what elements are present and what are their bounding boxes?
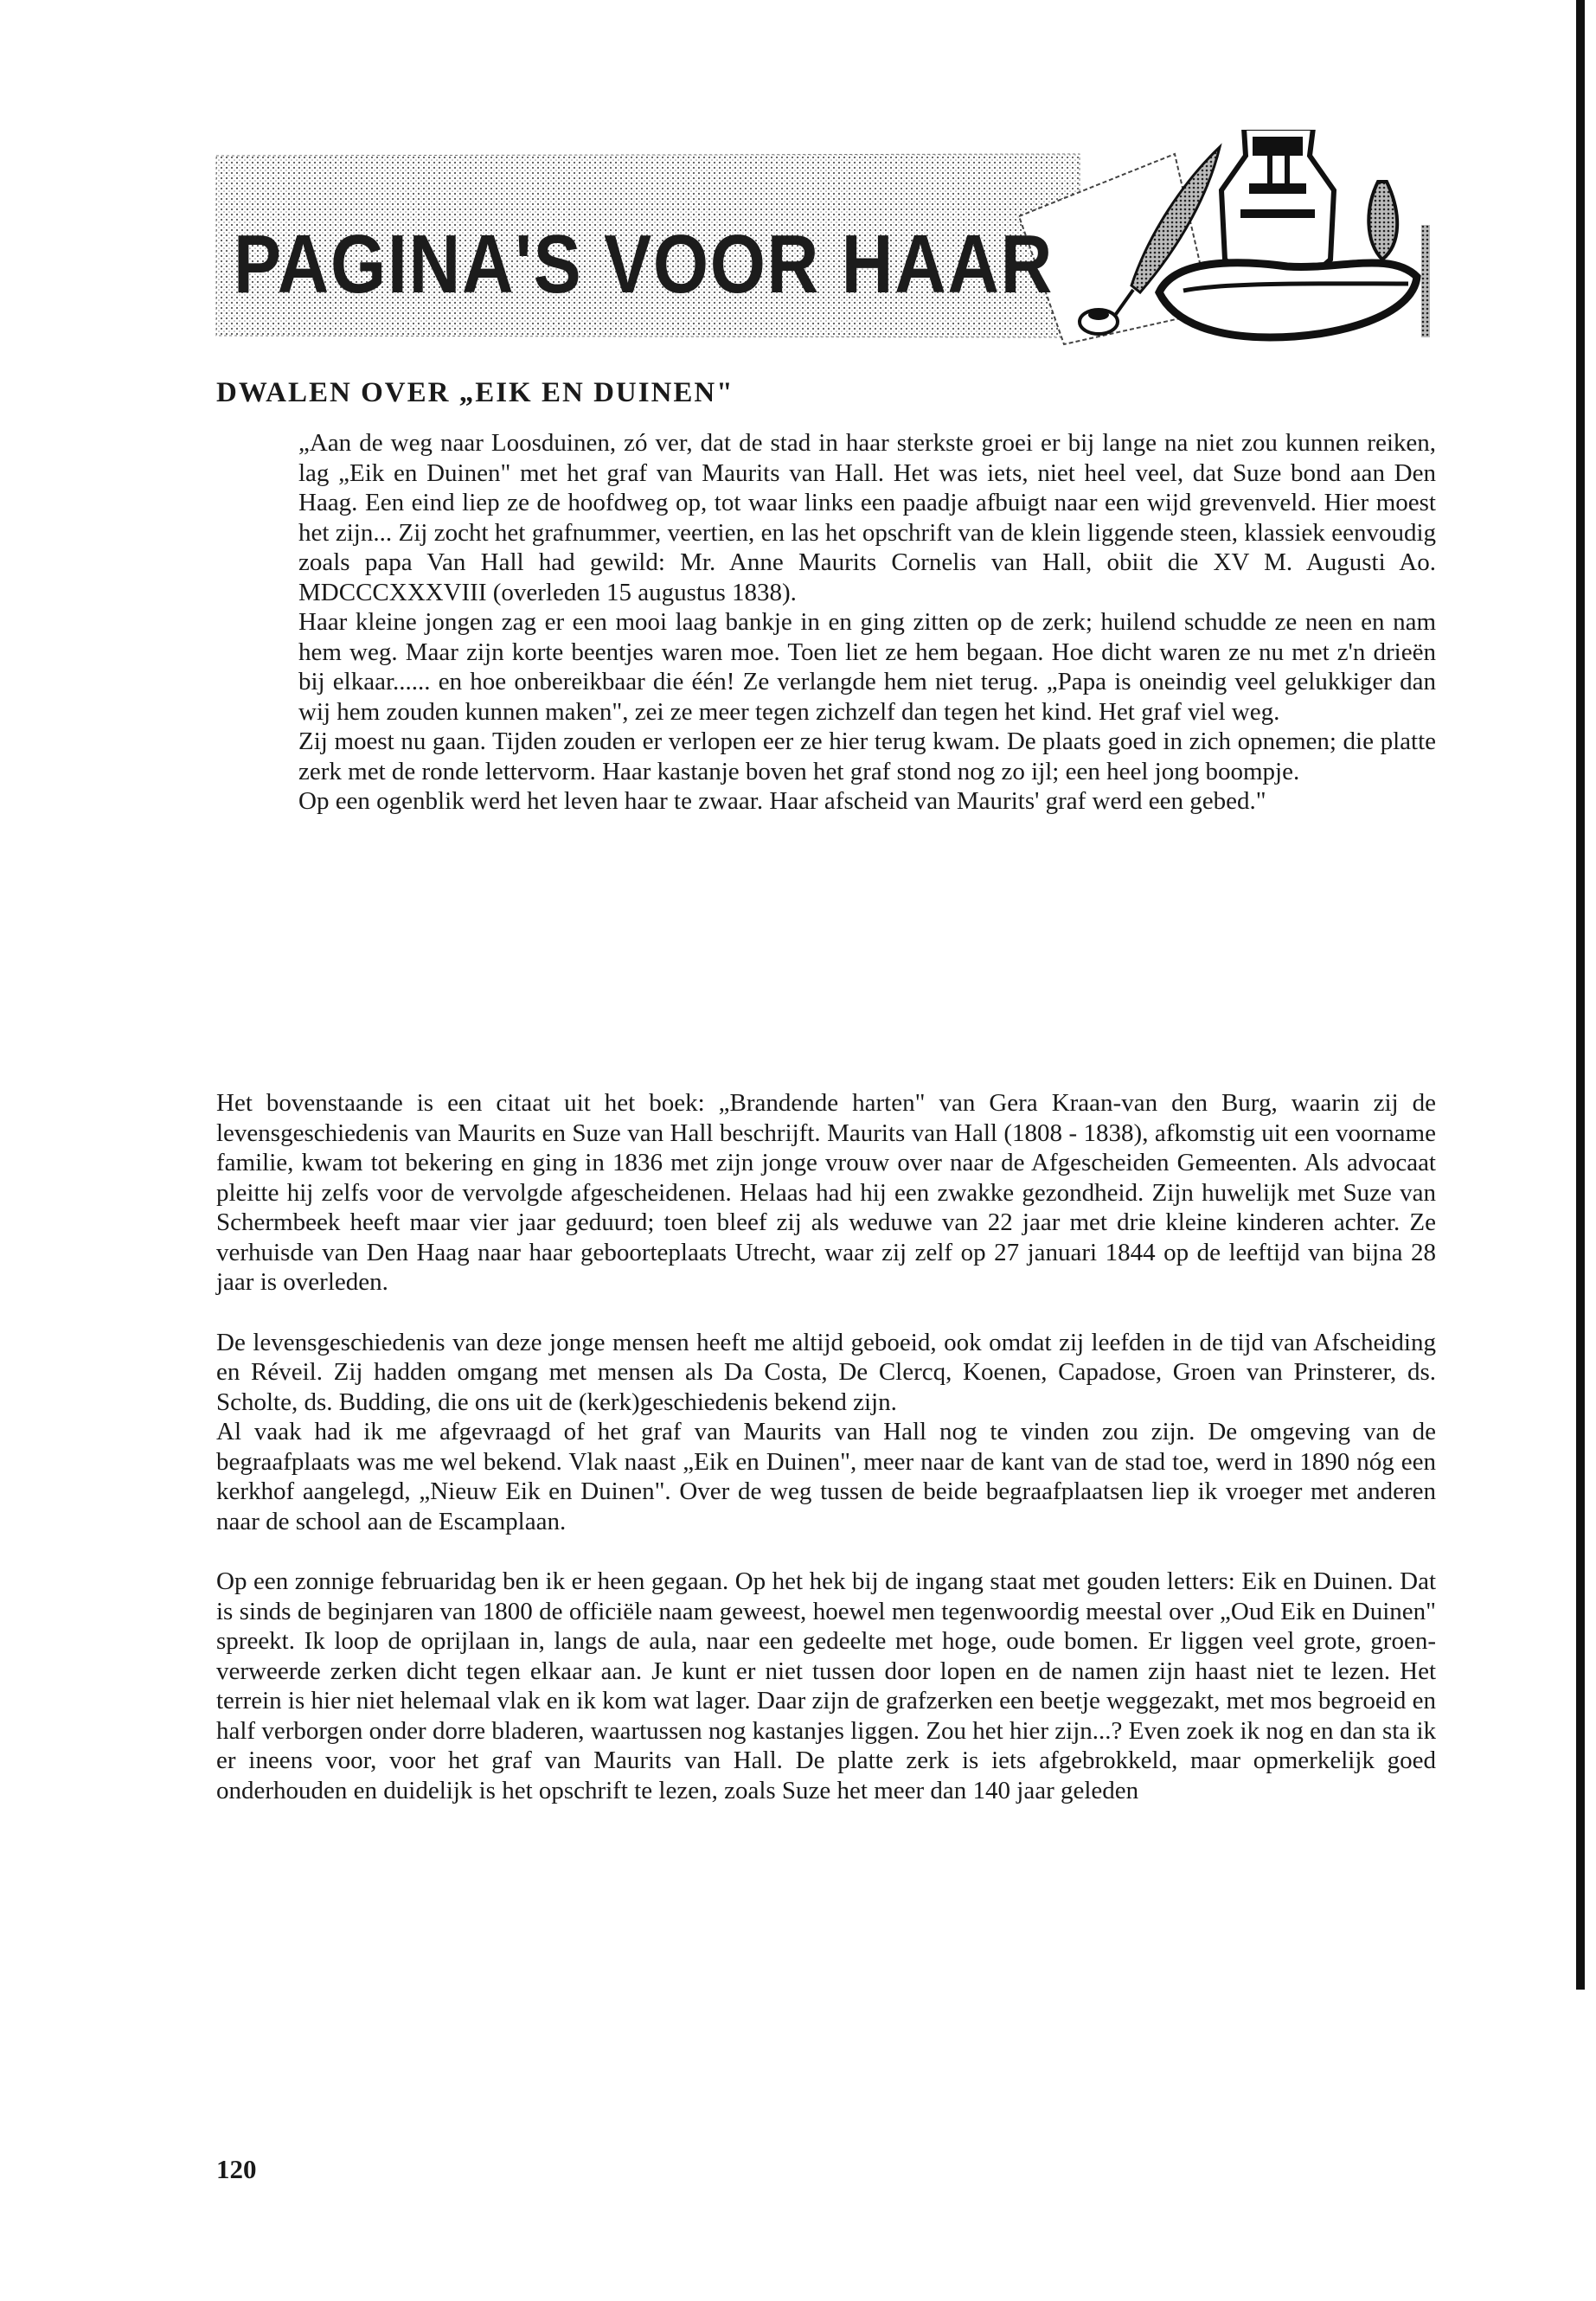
header-banner — [215, 130, 1433, 346]
page-edge-bar — [1576, 0, 1585, 1990]
page-number: 120 — [216, 2154, 257, 2184]
article-title: DWALEN OVER „EIK EN DUINEN" — [216, 377, 734, 408]
quote-paragraph: Op een ogenblik werd het leven haar te zwaar. Haar afscheid van Maurits' graf werd een gebed." — [298, 787, 1266, 815]
article-body — [216, 1088, 1436, 1805]
body-paragraph: Op een zonnige februaridag ben ik er heen gegaan. Op het hek bij de ingang staat met gouden letters: Eik en Duinen. Dat is sinds de beginjaren van 1800 de officiële naam geweest, hoewel men tegenwoordig meestal over „Oud Eik en Duinen" spreekt. Ik loop de oprijlaan in, langs de aula, naar een gedeelte met hoge, oude bomen. Er liggen veel grote, groen-verweerde zerken dicht tegen elkaar aan. Je kunt er niet tussen door lopen en de namen zijn haast niet te lezen. Het terrein is hier niet helemaal vlak en ik kom wat lager. Daar zijn de grafzerken een beetje weggezakt, met mos begroeid en half verborgen onder dorre bladeren, waartussen nog kastanjes liggen. Zou het hier zijn...? Even zoek ik nog en dan sta ik er ineens voor, voor het graf van Maurits van Hall. De platte zerk is iets afgebrokkeld, maar opmerkelijk goed onderhouden en duidelijk is het opschrift te lezen, zoals Suze het meer dan 140 jaar geleden — [216, 1567, 1436, 1804]
body-paragraph: Al vaak had ik me afgevraagd of het graf van Maurits van Hall nog te vinden zou zijn. De omgeving van de begraafplaats was me wel bekend. Vlak naast „Eik en Duinen", meer naar de kant van de stad toe, werd in 1890 nóg een kerkhof aangelegd, „Nieuw Eik en Duinen". Over de weg tussen de beide begraafplaatsen liep ik vroeger met anderen naar de school aan de Escamplaan. — [216, 1418, 1436, 1535]
inkwell-icon — [1080, 310, 1118, 334]
quote-paragraph: „Aan de weg naar Loosduinen, zó ver, dat de stad in haar sterkste groei er bij lange na niet zou kunnen reiken, lag „Eik en Duinen" met het graf van Maurits van Hall. Het was iets, niet heel veel, dat Suze bond aan Den Haag. Een eind liep ze de hoofdweg op, tot waar links een paadje afbuigt naar een wijd grevenveld. Hier moest het zijn... Zij zocht het grafnummer, veertien, en las het opschrift van de klein liggende steen, klassiek eenvoudig zoals papa Van Hall had gewild: Mr. Anne Maurits Cornelis van Hall, obiit die XV M. Augusti Ao. MDCCCXXXVIII (overleden 15 augustus 1838). — [298, 429, 1436, 606]
banner-title: PAGINA'S VOOR HAAR — [234, 218, 1054, 311]
quote-paragraph: Haar kleine jongen zag er een mooi laag bankje in en ging zitten op de zerk; huilend schudde ze neen en nam hem weg. Maar zijn korte beentjes waren moe. Toen liet ze hem begaan. Hoe dicht waren ze nu met z'n drieën bij elkaar...... en hoe onbereikbaar die één! Ze verlangde hem niet terug. „Papa is oneindig veel gelukkiger dan wij hem zouden kunnen maken", zei ze meer tegen zichzelf dan tegen het kind. Het graf viel weg. — [298, 608, 1436, 726]
quote-block — [298, 428, 1436, 817]
quote-paragraph: Zij moest nu gaan. Tijden zouden er verlopen eer ze hier terug kwam. De plaats goed in zich opnemen; die platte zerk met de ronde lettervorm. Haar kastanje boven het graf stond nog zo ijl; een heel jong boompje. — [298, 727, 1436, 785]
body-paragraph: Het bovenstaande is een citaat uit het boek: „Brandende harten" van Gera Kraan-van den Burg, waarin zij de levensgeschiedenis van Maurits en Suze van Hall beschrijft. Maurits van Hall (1808 - 1838), afkomstig uit een voorname familie, kwam tot bekering en ging in 1836 met zijn jonge vrouw over naar de Afgescheiden Gemeenten. Als advocaat pleitte hij zelfs voor de vervolgde afgescheidenen. Helaas had hij een zwakke gezondheid. Zijn huwelijk met Suze van Schermbeek heeft maar vier jaar geduurd; toen bleef zij als weduwe van 22 jaar met drie kleine kinderen achter. Ze verhuisde van Den Haag naar haar geboorteplaats Utrecht, waar zij zelf op 27 januari 1844 op de leeftijd van bijna 28 jaar is overleden. — [216, 1089, 1436, 1296]
body-paragraph: De levensgeschiedenis van deze jonge mensen heeft me altijd geboeid, ook omdat zij leefden in de tijd van Afscheiding en Réveil. Zij hadden omgang met mensen als Da Costa, De Clercq, Koenen, Capadose, Groen van Prinsterer, ds. Scholte, ds. Budding, die ons uit de (kerk)geschiedenis bekend zijn. — [216, 1328, 1436, 1416]
